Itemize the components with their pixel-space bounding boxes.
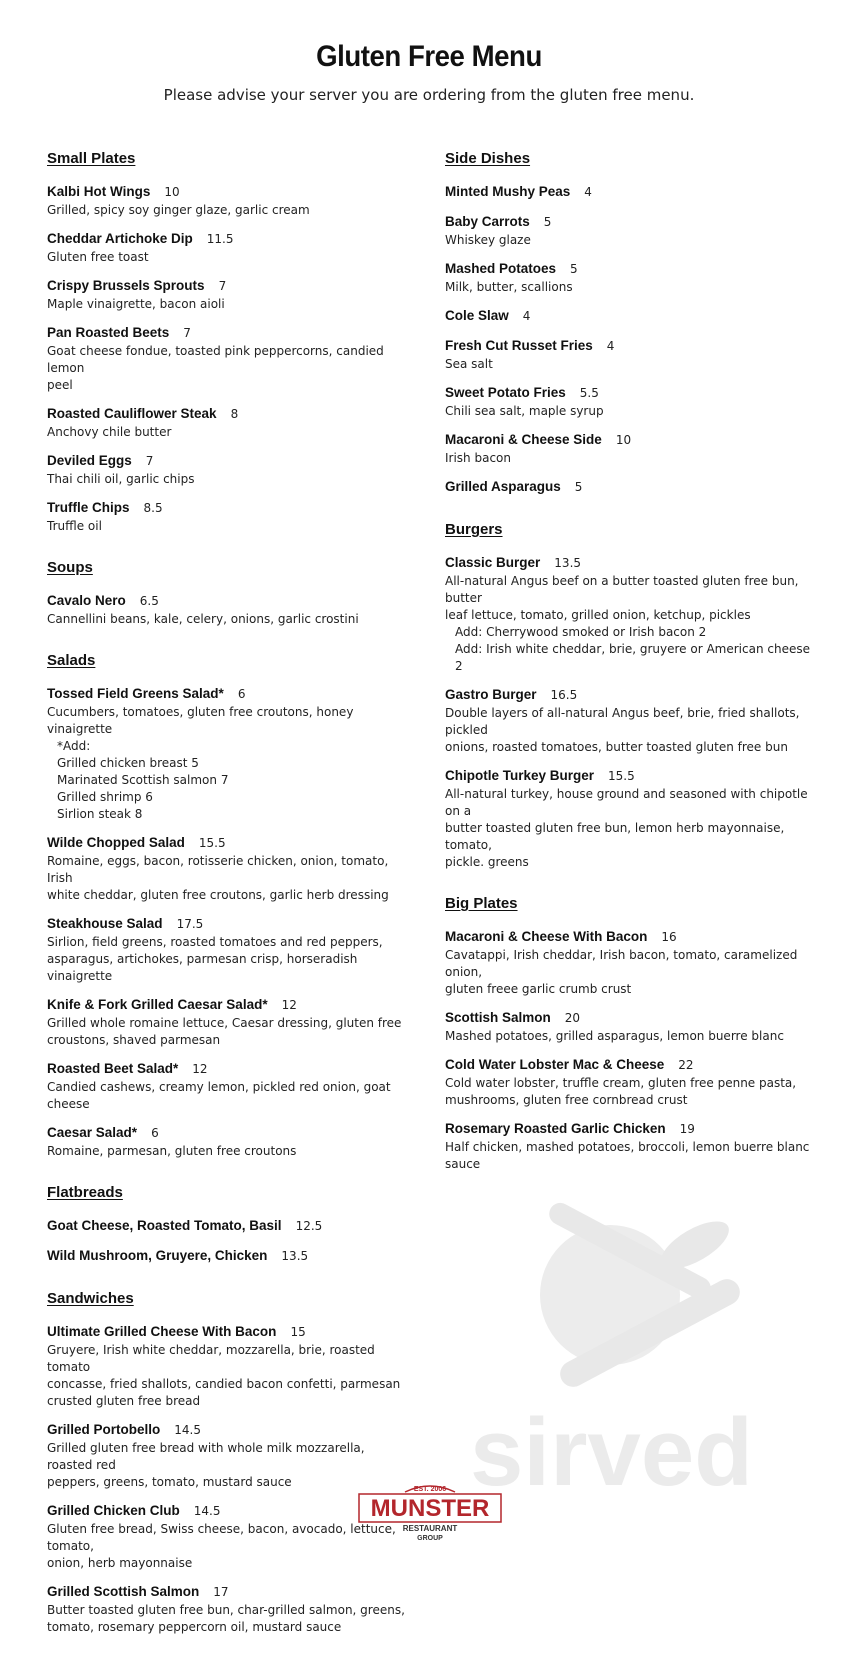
menu-item-description: butter toasted gluten free bun, lemon herb mayonnaise, tomato, [445,821,785,852]
menu-item-price: 10 [615,433,632,447]
menu-item-description: Butter toasted gluten free bun, char-grilled salmon, greens, [47,1603,405,1617]
menu-item-description: Gruyere, Irish white cheddar, mozzarella, brie, roasted tomato [47,1343,375,1374]
menu-item-addon: Grilled chicken breast 5 [57,756,199,770]
menu-subtitle: Please advise your server you are ordering from the gluten free menu. [163,86,695,104]
menu-item-name: Chipotle Turkey Burger [445,768,595,783]
menu-item-name: Fresh Cut Russet Fries [445,338,593,353]
menu-item-price: 8 [230,407,239,421]
logo-line2: RESTAURANT [402,1524,458,1533]
menu-item-addon: Marinated Scottish salmon 7 [57,773,229,787]
menu-item-price: 15 [290,1325,306,1339]
menu-item-header [47,1581,412,1602]
menu-item-description: Anchovy chile butter [47,425,172,439]
menu-section [47,1184,412,1266]
menu-item [47,497,412,535]
menu-item-price: 13.5 [554,556,582,570]
menu-item-description: onion, herb mayonnaise [47,1556,193,1570]
menu-item-description: peel [47,378,73,392]
menu-item-header [47,1122,412,1143]
menu-item-description: crusted gluten free bread [47,1394,201,1408]
menu-item [47,228,412,266]
menu-item-description: Whiskey glaze [445,233,531,247]
section-title: Big Plates [445,895,518,912]
menu-item-name: Truffle Chips [47,500,130,515]
menu-item-price: 6 [151,1126,159,1140]
menu-item-header [47,913,412,934]
menu-item-header [445,765,815,786]
menu-item-description: mushrooms, gluten free cornbread crust [445,1093,688,1107]
menu-item-price: 17 [213,1585,229,1599]
menu-item-price: 12 [281,998,297,1012]
menu-item-addon: *Add: [57,739,91,753]
menu-item [445,335,815,373]
menu-item-name: Baby Carrots [445,214,530,229]
menu-item-name: Cavalo Nero [47,593,126,608]
menu-item-description: pickle. greens [445,855,529,869]
menu-item-description: croustons, shaved parmesan [47,1033,221,1047]
menu-item [47,181,412,219]
menu-item-header [445,335,815,356]
menu-item-header [445,305,815,326]
menu-item-name: Sweet Potato Fries [445,385,566,400]
section-title: Soups [47,559,93,576]
menu-item-price: 4 [522,309,531,323]
menu-item-header [445,684,815,705]
left-menu-column [47,150,412,1660]
menu-item-price: 16.5 [550,688,578,702]
menu-item [47,275,412,313]
menu-item [47,683,412,823]
menu-item-description: Irish bacon [445,451,511,465]
menu-item-name: Pan Roasted Beets [47,325,170,340]
menu-item [445,1054,815,1109]
menu-item-description: white cheddar, gluten free croutons, garlic herb dressing [47,888,389,902]
menu-item-name: Macaroni & Cheese With Bacon [445,929,648,944]
menu-item-header [47,322,412,343]
watermark-text: sirved [470,1399,753,1500]
menu-item-name: Classic Burger [445,555,541,570]
menu-item-name: Grilled Portobello [47,1422,161,1437]
menu-item [47,1321,412,1410]
menu-item-price: 7 [183,326,191,340]
menu-item-price: 12 [192,1062,208,1076]
menu-item-name: Rosemary Roasted Garlic Chicken [445,1121,666,1136]
menu-item-price: 5.5 [579,386,599,400]
menu-item-header [47,450,412,471]
menu-item-price: 8.5 [143,501,163,515]
menu-item-price: 15.5 [198,836,226,850]
menu-item-name: Steakhouse Salad [47,916,163,931]
menu-item-price: 6.5 [139,594,159,608]
menu-item-header [445,926,815,947]
menu-item-description: asparagus, artichokes, parmesan crisp, horseradish vinaigrette [47,952,358,983]
menu-item-header [47,590,412,611]
menu-item-price: 5 [543,215,552,229]
menu-item [47,403,412,441]
menu-item-addon: Add: Irish white cheddar, brie, gruyere or American cheese 2 [455,642,810,673]
menu-item [445,552,815,675]
menu-section [47,652,412,1160]
menu-item-name: Deviled Eggs [47,453,132,468]
menu-item-description: Romaine, eggs, bacon, rotisserie chicken, onion, tomato, Irish [47,854,389,885]
menu-item [47,450,412,488]
menu-item-header [47,228,412,249]
menu-section [47,559,412,628]
menu-item-header [47,497,412,518]
menu-item [47,322,412,394]
menu-item-name: Crispy Brussels Sprouts [47,278,205,293]
menu-item-description: Thai chili oil, garlic chips [47,472,195,486]
menu-item-name: Cold Water Lobster Mac & Cheese [445,1057,665,1072]
menu-item-name: Minted Mushy Peas [445,184,571,199]
menu-item-name: Knife & Fork Grilled Caesar Salad* [47,997,268,1012]
menu-item [47,1215,412,1236]
menu-item-description: Cannellini beans, kale, celery, onions, garlic crostini [47,612,359,626]
menu-item-header [445,382,815,403]
menu-item-description: gluten freee garlic crumb crust [445,982,632,996]
menu-item-name: Cheddar Artichoke Dip [47,231,193,246]
logo-line3: GROUP [417,1535,443,1542]
menu-section [47,150,412,535]
section-title: Salads [47,652,96,669]
menu-item-price: 22 [678,1058,694,1072]
section-title: Flatbreads [47,1184,123,1201]
menu-item-name: Cole Slaw [445,308,509,323]
menu-item-name: Ultimate Grilled Cheese With Bacon [47,1324,277,1339]
menu-item-description: Romaine, parmesan, gluten free croutons [47,1144,297,1158]
menu-item-header [445,1054,815,1075]
menu-item-addon: Sirlion steak 8 [57,807,143,821]
menu-item-price: 5 [570,262,578,276]
menu-section [445,521,815,871]
section-title: Sandwiches [47,1290,134,1307]
menu-item-description: tomato, rosemary peppercorn oil, mustard sauce [47,1620,342,1634]
menu-item-header [445,476,815,497]
menu-item-description: Candied cashews, creamy lemon, pickled red onion, goat cheese [47,1080,391,1111]
menu-item [47,1122,412,1160]
menu-item [445,211,815,249]
menu-item-description: Half chicken, mashed potatoes, broccoli, lemon buerre blanc [445,1140,810,1154]
section-title: Small Plates [47,150,136,167]
menu-item-price: 13.5 [281,1249,309,1263]
menu-item-description: Grilled gluten free bread with whole milk mozzarella, roasted red [47,1441,365,1472]
menu-item-price: 17.5 [176,917,204,931]
menu-item-description: Goat cheese fondue, toasted pink peppercorns, candied lemon [47,344,384,375]
menu-item-header [445,211,815,232]
menu-item-name: Roasted Cauliflower Steak [47,406,217,421]
sirved-watermark [470,1200,810,1500]
menu-item-description: Double layers of all-natural Angus beef, brie, fried shallots, pickled [445,706,800,737]
menu-item-price: 10 [164,185,180,199]
menu-item-description: Sea salt [445,357,493,371]
menu-item-header [445,181,815,202]
menu-item-description: Gluten free toast [47,250,149,264]
menu-item-price: 19 [679,1122,695,1136]
menu-item-description: Cucumbers, tomatoes, gluten free croutons, honey vinaigrette [47,705,354,736]
menu-item-description: Sirlion, field greens, roasted tomatoes and red peppers, [47,935,383,949]
menu-item [445,765,815,871]
menu-item-description: Milk, butter, scallions [445,280,573,294]
menu-item-name: Scottish Salmon [445,1010,551,1025]
menu-item [445,382,815,420]
menu-item-price: 4 [584,185,592,199]
fork-knife-icon [540,1200,744,1391]
menu-item-description: peppers, greens, tomato, mustard sauce [47,1475,292,1489]
menu-item-description: Chili sea salt, maple syrup [445,404,604,418]
menu-item-name: Gastro Burger [445,687,537,702]
menu-item-price: 14.5 [193,1504,221,1518]
menu-item-description: All-natural Angus beef on a butter toasted gluten free bun, butter [445,574,799,605]
menu-item-header [445,552,815,573]
menu-item [445,258,815,296]
menu-item-header [47,275,412,296]
menu-item-description: concasse, fried shallots, candied bacon confetti, parmesan [47,1377,401,1391]
menu-item [445,181,815,202]
menu-item-description: Gluten free bread, Swiss cheese, bacon, avocado, lettuce, tomato, [47,1522,396,1553]
menu-item-header [47,994,412,1015]
menu-item-header [47,403,412,424]
menu-item-name: Tossed Field Greens Salad* [47,686,224,701]
menu-item-name: Kalbi Hot Wings [47,184,151,199]
menu-item-name: Goat Cheese, Roasted Tomato, Basil [47,1218,282,1233]
menu-item [47,832,412,904]
logo-name: MUNSTER [370,1495,490,1522]
menu-item [445,476,815,497]
menu-item-name: Macaroni & Cheese Side [445,432,602,447]
menu-title: Gluten Free Menu [316,40,542,73]
menu-item-header [445,1118,815,1139]
section-title: Side Dishes [445,150,531,167]
menu-item-header [47,1215,412,1236]
menu-item-description: Grilled, spicy soy ginger glaze, garlic cream [47,203,310,217]
menu-item [47,1245,412,1266]
menu-item-header [445,1007,815,1028]
menu-item-price: 6 [237,687,246,701]
menu-item-price: 15.5 [608,769,635,783]
menu-item-header [47,1419,412,1440]
menu-item-price: 7 [218,279,227,293]
menu-item-header [445,258,815,279]
menu-item-price: 16 [661,930,677,944]
menu-item-header [47,1058,412,1079]
menu-item-header [47,1245,412,1266]
logo-est: EST. 2006 [413,1486,447,1493]
menu-item-description: Cold water lobster, truffle cream, gluten free penne pasta, [445,1076,797,1090]
menu-item-name: Roasted Beet Salad* [47,1061,179,1076]
menu-item-description: leaf lettuce, tomato, grilled onion, ketchup, pickles [445,608,751,622]
section-title: Burgers [445,521,503,538]
menu-item-price: 11.5 [206,232,234,246]
menu-item-name: Grilled Scottish Salmon [47,1584,200,1599]
menu-item [445,926,815,998]
menu-item-name: Wild Mushroom, Gruyere, Chicken [47,1248,268,1263]
menu-item-description: Mashed potatoes, grilled asparagus, lemon buerre blanc [445,1029,784,1043]
menu-item-description: onions, roasted tomatoes, butter toasted gluten free bun [445,740,788,754]
menu-item-price: 12.5 [295,1219,323,1233]
menu-item [47,1581,412,1636]
menu-item-name: Wilde Chopped Salad [47,835,185,850]
menu-item-name: Mashed Potatoes [445,261,557,276]
munster-logo [357,1478,503,1542]
menu-item-addon: Add: Cherrywood smoked or Irish bacon 2 [455,625,707,639]
menu-item [445,429,815,467]
menu-item [445,684,815,756]
menu-item-description: Truffle oil [47,519,102,533]
menu-item-price: 5 [574,480,583,494]
menu-item-description: Maple vinaigrette, bacon aioli [47,297,225,311]
menu-item-header [47,181,412,202]
right-menu-column [445,150,815,1197]
menu-item [47,913,412,985]
menu-item-name: Caesar Salad* [47,1125,138,1140]
menu-item-price: 20 [564,1011,581,1025]
menu-item [445,1118,815,1173]
menu-item [445,1007,815,1045]
menu-item-description: Cavatappi, Irish cheddar, Irish bacon, tomato, caramelized onion, [445,948,798,979]
menu-item-name: Grilled Asparagus [445,479,561,494]
menu-item-price: 14.5 [174,1423,201,1437]
menu-item-price: 7 [145,454,154,468]
menu-item-price: 4 [606,339,615,353]
menu-item-description: All-natural turkey, house ground and seasoned with chipotle on a [445,787,808,818]
menu-item-description: Grilled whole romaine lettuce, Caesar dressing, gluten free [47,1016,402,1030]
menu-item [47,590,412,628]
menu-item-name: Grilled Chicken Club [47,1503,180,1518]
menu-section [445,895,815,1173]
menu-section [47,1290,412,1636]
menu-item-header [47,683,412,704]
menu-item-header [47,1321,412,1342]
menu-item [47,1058,412,1113]
menu-item [47,994,412,1049]
menu-item-description: sauce [445,1157,481,1171]
menu-item-header [445,429,815,450]
menu-section [445,150,815,497]
menu-item-addon: Grilled shrimp 6 [57,790,153,804]
menu-item [445,305,815,326]
menu-item-header [47,832,412,853]
